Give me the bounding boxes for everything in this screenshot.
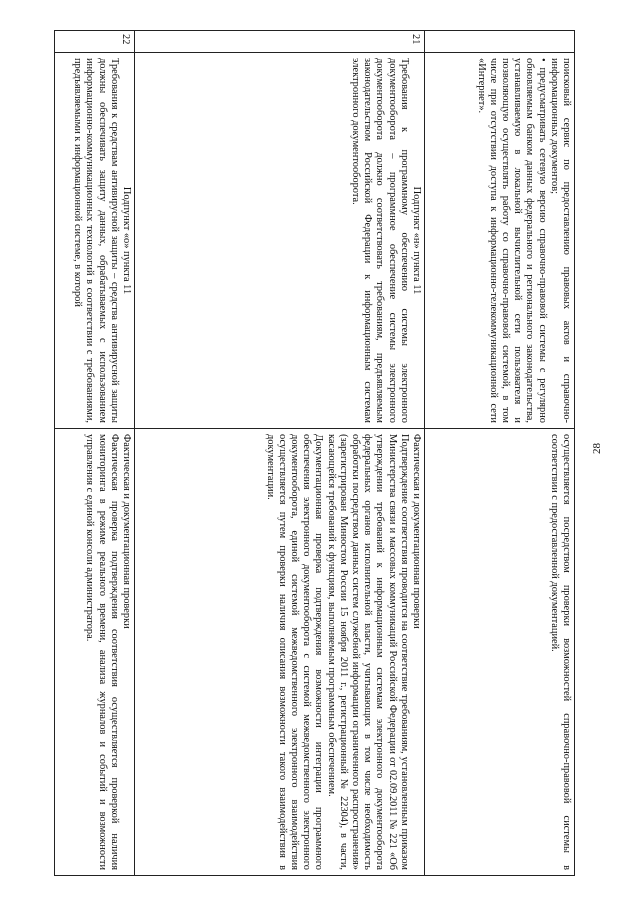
- verification-text: Документационная проверка подтверждения возможности интеграции программного обеспечения электронного документооборота с системой межведомственного электронного документооборота, единой системой межведомственного электронного взаимодействия осуществляется путем проверки наличия описания возможности такого взаимодействия в документации.: [264, 434, 325, 870]
- requirement-cell: [425, 53, 575, 429]
- requirement-text: Требования к средствам антивирусной защиты – средства антивирусной защиты должны обеспечивать защиту данных, обрабатываемых с использованием информационно-коммуникационных технологий в соответствии с требованиями, предъявляемыми к информационной системе, в которой: [72, 58, 120, 423]
- requirement-cell: [55, 53, 135, 429]
- verification-cell: [55, 429, 135, 876]
- page-number: 28: [591, 443, 603, 454]
- verification-cell: [425, 429, 575, 876]
- requirement-title: Подпункт «н» пункта 11: [411, 186, 422, 295]
- row-number: 21: [135, 31, 425, 53]
- requirement-text: поисковый сервис по предоставлению правовых актов и справочно-информационных документов;: [548, 58, 572, 423]
- requirements-table: [54, 30, 575, 876]
- row-number: 22: [55, 31, 135, 53]
- rotated-page-content: [55, 30, 575, 875]
- row-number: [425, 31, 575, 53]
- table-row: [135, 31, 425, 876]
- verification-title: Фактическая и документационная проверки: [121, 434, 132, 629]
- verification-title: Фактическая и документационная проверки: [411, 434, 422, 629]
- requirement-text: Требования к программному обеспечению системы электронного документооборота – программное обеспечение системы электронного документооборота должно соответствовать требованиям, предъявляемым законодательством Российской Федерации к информационным системам электронного документооборота.: [349, 58, 410, 423]
- requirement-title: Подпункт «о» пункта 11: [121, 186, 132, 295]
- requirement-text: • предусматривать сетевую версию справочно-правовой системы с регулярно обновляемым банком данных федерального и регионального законодательства, устанавливаемую в локальной вычислительной сети пользователя и позволяющую осуществлять работу со справочно-правовой системой, в том числе при отсутствии доступа к информационно-телекоммуникационной сети «Интернет».: [475, 58, 548, 423]
- verification-text: Фактическая проверка подтверждения соответствия осуществляется проверкой наличия мониторинга в режиме реального времени, анализа журналов и событий и возможности управления с единой консоли администратора.: [84, 434, 120, 870]
- verification-text: Подтверждение соответствия проводится на соответствие требованиям, установленным приказом Министерства связи и массовых коммуникаций Российской Федерации от 02.09.2011 № 221 «Об утверждении требований к информационным системам электронного документооборота федеральных органов исполнительной власти, учитывающих в том числе необходимость обработки посредством данных систем служебной информации ограниченного распространения» (зарегистрирован Минюстом России 15 ноября 2011 г., регистрационный № 22304), в части, касающейся требований к функциям, выполняемым программным обеспечением.: [325, 434, 410, 870]
- requirement-cell: [135, 53, 425, 429]
- table-row: [55, 31, 135, 876]
- verification-text: осуществляется посредством проверки возможностей справочно-правовой системы в соответствии с предоставленной документацией.: [548, 434, 572, 870]
- verification-cell: [135, 429, 425, 876]
- table-row: [425, 31, 575, 876]
